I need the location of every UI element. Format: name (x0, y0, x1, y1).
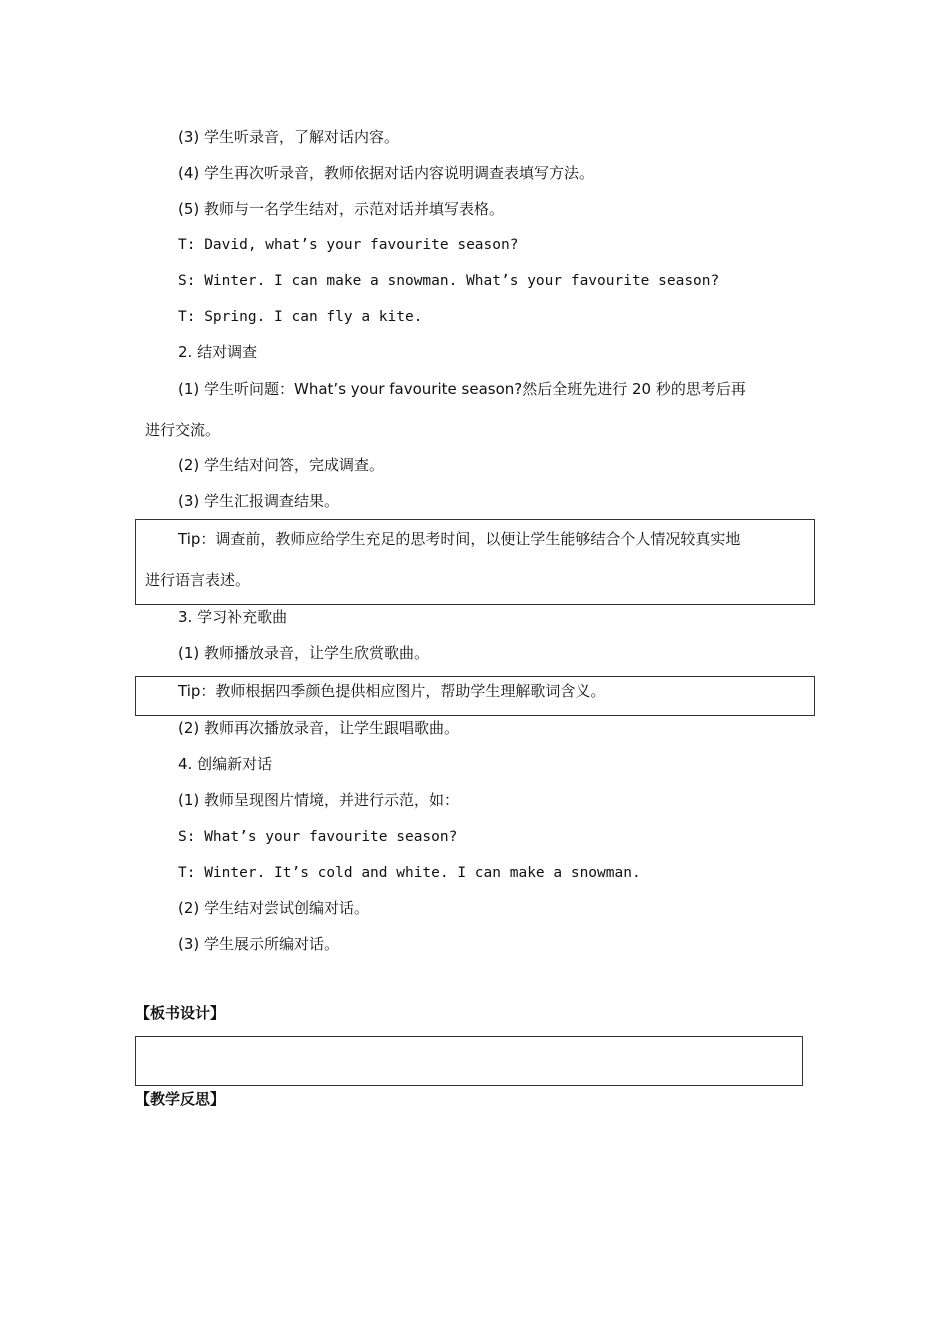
tip-text-survey: Tip：调查前，教师应给学生充足的思考时间，以便让学生能够结合个人情况较真实地 (178, 530, 741, 548)
tip-text-song: Tip：教师根据四季颜色提供相应图片，帮助学生理解歌词含义。 (178, 682, 606, 700)
example-dialogue-line-1: S: What’s your favourite season? (178, 829, 458, 845)
pair-survey-step-1-continued: 进行交流。 (145, 421, 221, 439)
section-heading-new-dialogue: 4. 创编新对话 (178, 755, 273, 773)
new-dialogue-step-3: (3) 学生展示所编对话。 (178, 935, 340, 953)
dialogue-line-3: T: Spring. I can fly a kite. (178, 309, 423, 325)
dialogue-line-2: S: Winter. I can make a snowman. What’s your favourite season? (178, 273, 720, 289)
song-step-1: (1) 教师播放录音，让学生欣赏歌曲。 (178, 644, 430, 662)
board-design-box (135, 1036, 803, 1086)
pair-survey-step-1: (1) 学生听问题：What’s your favourite season?然后全班先进行 20 秒的思考后再 (178, 380, 746, 398)
pair-survey-step-2: (2) 学生结对问答，完成调查。 (178, 456, 385, 474)
tip-box-survey (135, 519, 815, 605)
tip-text-survey-continued: 进行语言表述。 (145, 571, 251, 589)
section-heading-song: 3. 学习补充歌曲 (178, 608, 288, 626)
step-listen-recording: (3) 学生听录音，了解对话内容。 (178, 128, 400, 146)
board-design-heading: 【板书设计】 (135, 1004, 226, 1022)
section-heading-pair-survey: 2. 结对调查 (178, 343, 258, 361)
dialogue-line-1: T: David, what’s your favourite season? (178, 237, 519, 253)
pair-survey-step-3: (3) 学生汇报调查结果。 (178, 492, 340, 510)
example-dialogue-line-2: T: Winter. It’s cold and white. I can make a snowman. (178, 865, 641, 881)
step-listen-again: (4) 学生再次听录音，教师依据对话内容说明调查表填写方法。 (178, 164, 595, 182)
new-dialogue-step-1: (1) 教师呈现图片情境，并进行示范，如： (178, 791, 460, 809)
step-teacher-demo: (5) 教师与一名学生结对，示范对话并填写表格。 (178, 200, 505, 218)
tip-box-song (135, 676, 815, 716)
song-step-2: (2) 教师再次播放录音，让学生跟唱歌曲。 (178, 719, 460, 737)
reflection-heading: 【教学反思】 (135, 1090, 226, 1108)
new-dialogue-step-2: (2) 学生结对尝试创编对话。 (178, 899, 370, 917)
